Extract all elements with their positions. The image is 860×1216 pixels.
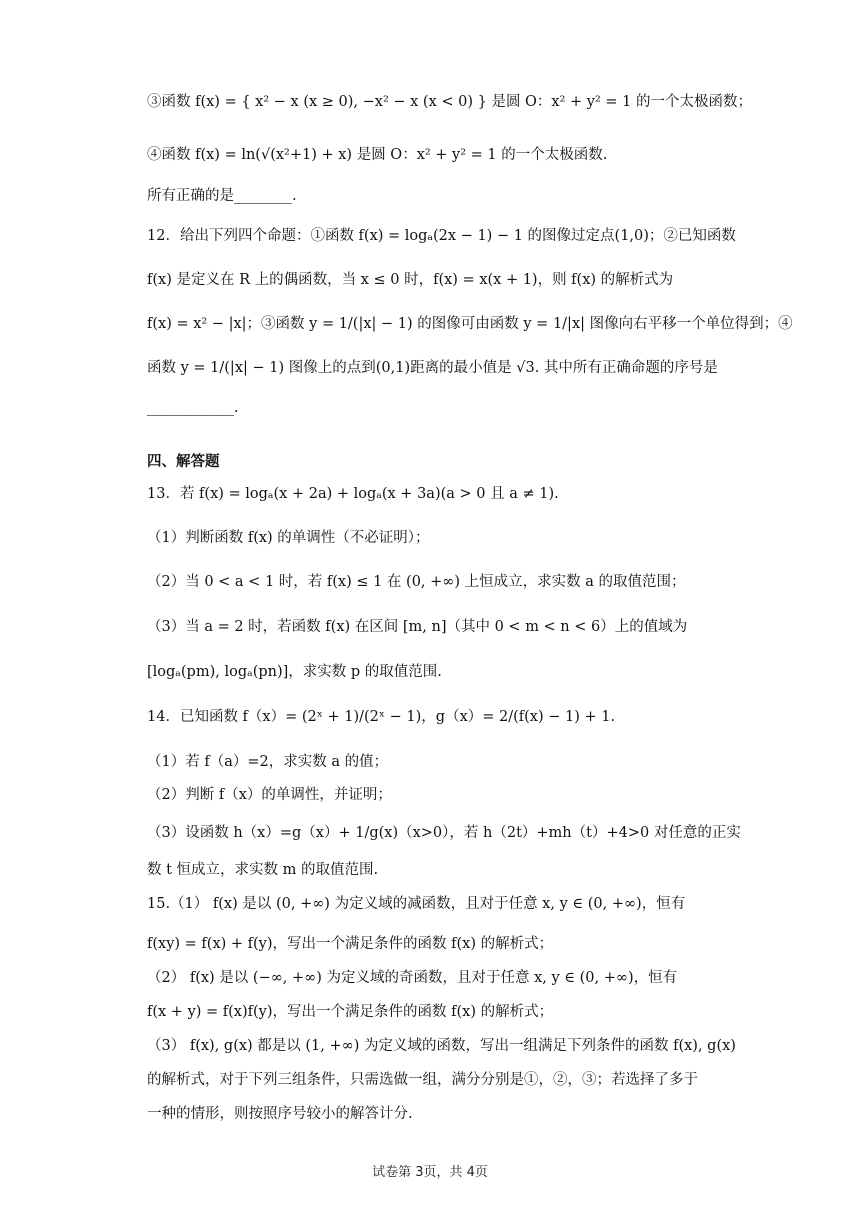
- text-line: （3） f(x), g(x) 都是以 (1, +∞) 为定义域的函数，写出一组满足下列条件的函数 f(x), g(x): [147, 1038, 736, 1054]
- text-line: 一种的情形，则按照序号较小的解答计分.: [147, 1106, 413, 1122]
- text-line: ④函数 f(x) = ln(√(x²+1) + x) 是圆 O：x² + y² = 1 的一个太极函数.: [147, 147, 608, 163]
- text-line: 所有正确的是________.: [147, 188, 297, 204]
- text-line: （2）判断 f（x）的单调性，并证明；: [147, 787, 392, 803]
- page-footer: 试卷第 3页，共 4页: [372, 1165, 488, 1180]
- text-line: （3）设函数 h（x）=g（x）+ 1/g(x)（x>0），若 h（2t）+mh（t）+4>0 对任意的正实: [147, 825, 741, 841]
- text-line: 14．已知函数 f（x）= (2ˣ + 1)/(2ˣ − 1)，g（x）= 2/(f(x) − 1) + 1.: [147, 709, 616, 725]
- text-line: ③函数 f(x) = { x² − x (x ≥ 0), −x² − x (x < 0) } 是圆 O：x² + y² = 1 的一个太极函数；: [147, 94, 752, 110]
- text-line: （1）判断函数 f(x) 的单调性（不必证明）；: [147, 530, 430, 546]
- text-line: f(x + y) = f(x)f(y)，写出一个满足条件的函数 f(x) 的解析式；: [147, 1004, 554, 1020]
- text-line: ____________.: [147, 400, 239, 416]
- text-line: （1）若 f（a）=2，求实数 a 的值；: [147, 754, 389, 770]
- text-line: （2） f(x) 是以 (−∞, +∞) 为定义域的奇函数，且对于任意 x, y ∈ (0, +∞)，恒有: [147, 970, 678, 986]
- text-line: 数 t 恒成立，求实数 m 的取值范围.: [147, 862, 379, 878]
- text-line: 12．给出下列四个命题：①函数 f(x) = logₐ(2x − 1) − 1 的图像过定点(1,0)；②已知函数: [147, 228, 736, 244]
- text-line: （2）当 0 < a < 1 时，若 f(x) ≤ 1 在 (0, +∞) 上恒成立，求实数 a 的取值范围；: [147, 574, 686, 590]
- text-line: 13．若 f(x) = logₐ(x + 2a) + logₐ(x + 3a)(a > 0 且 a ≠ 1).: [147, 486, 559, 502]
- text-line: [logₐ(pm), logₐ(pn)]，求实数 p 的取值范围.: [147, 664, 442, 680]
- text-line: f(x) 是定义在 R 上的偶函数，当 x ≤ 0 时，f(x) = x(x + 1)，则 f(x) 的解析式为: [147, 272, 674, 288]
- text-line: f(x) = x² − |x|；③函数 y = 1/(|x| − 1) 的图像可由函数 y = 1/|x| 图像向右平移一个单位得到；④: [147, 316, 793, 332]
- text-line: 的解析式，对于下列三组条件，只需选做一组，满分分别是①，②，③；若选择了多于: [147, 1072, 698, 1088]
- text-line: 15.（1） f(x) 是以 (0, +∞) 为定义域的减函数，且对于任意 x, y ∈ (0, +∞)，恒有: [147, 896, 686, 912]
- section-heading: 四、解答题: [147, 454, 220, 470]
- text-line: f(xy) = f(x) + f(y)，写出一个满足条件的函数 f(x) 的解析式；: [147, 936, 554, 952]
- text-line: 函数 y = 1/(|x| − 1) 图像上的点到(0,1)距离的最小值是 √3. 其中所有正确命题的序号是: [147, 360, 718, 376]
- text-line: （3）当 a = 2 时，若函数 f(x) 在区间 [m, n]（其中 0 < m < n < 6）上的值域为: [147, 619, 688, 635]
